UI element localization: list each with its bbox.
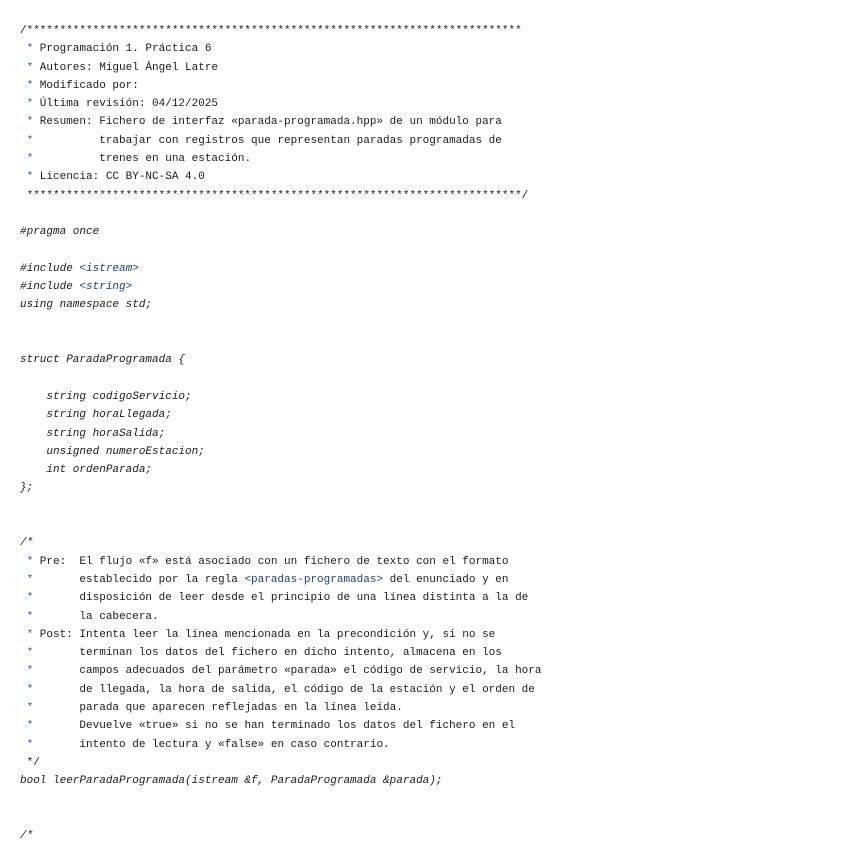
- header-comment-bottom: ***************************************************************************/: [20, 189, 529, 202]
- header-line-text: Modificado por:: [33, 79, 139, 92]
- header-comment-line: * Autores: Miguel Ángel Latre: [20, 61, 219, 74]
- doc-line-text: terminan los datos del fichero en dicho intento, almacena en los: [33, 647, 502, 660]
- doc-line-text: parada que aparecen reflejadas en la línea leída.: [33, 701, 403, 714]
- header-comment-line: * trenes en una estación.: [20, 153, 252, 166]
- header-line-text: Autores: Miguel Ángel Latre: [33, 61, 219, 74]
- header-comment-top: /***************************************************************************: [20, 25, 522, 37]
- blank-line: [20, 370, 840, 388]
- blank-line: [20, 205, 840, 223]
- header-comment-line: * Modificado por:: [20, 79, 139, 92]
- struct-close: };: [20, 482, 34, 495]
- doc-comment-line: * establecido por la regla <paradas-programadas> del enunciado y en: [20, 573, 509, 586]
- struct-field: string horaSalida;: [20, 427, 166, 440]
- include-file: <string>: [79, 281, 133, 294]
- doc-comment-line: * la cabecera.: [20, 610, 159, 623]
- doc-comment-line: * disposición de leer desde el principio de una línea distinta a la de: [20, 592, 529, 605]
- pragma-directive: #pragma once: [20, 226, 100, 239]
- rule-reference: <paradas-programadas>: [244, 573, 384, 586]
- doc-comment-line: * de llegada, la hora de salida, el código de la estación y el orden de: [20, 683, 535, 696]
- using-directive: using namespace std;: [20, 299, 153, 312]
- doc-line-text: Post: Intenta leer la línea mencionada en la precondición y, si no se: [33, 628, 496, 641]
- include-file: <istream>: [79, 262, 139, 275]
- header-line-text: trabajar con registros que representan paradas programadas de: [33, 134, 502, 147]
- doc-line-text: Devuelve «true» si no se han terminado los datos del fichero en el: [33, 720, 516, 733]
- doc-line-text: la cabecera.: [33, 610, 159, 623]
- include-directive: [20, 278, 840, 296]
- doc-line-text: campos adecuados del parámetro «parada» el código de servicio, la hora: [33, 665, 542, 678]
- header-line-text: Programación 1. Práctica 6: [33, 43, 212, 56]
- doc-comment-line: * terminan los datos del fichero en dicho intento, almacena en los: [20, 647, 502, 660]
- header-line-text: trenes en una estación.: [33, 153, 252, 166]
- header-comment-line: * Licencia: CC BY-NC-SA 4.0: [20, 171, 205, 184]
- doc-comment-line: * Devuelve «true» si no se han terminado los datos del fichero en el: [20, 720, 516, 733]
- doc-comment-line: * Post: Intenta leer la línea mencionada en la precondición y, si no se: [20, 628, 496, 641]
- struct-field: string codigoServicio;: [20, 390, 192, 403]
- function-declaration: bool leerParadaProgramada(istream &f, ParadaProgramada &parada);: [20, 775, 443, 788]
- blank-line: [20, 315, 840, 333]
- code-editor[interactable]: [20, 22, 840, 845]
- blank-line: [20, 790, 840, 808]
- doc-line-text: establecido por la regla <paradas-programadas> del enunciado y en: [33, 573, 509, 586]
- header-comment-line: * Última revisión: 04/12/2025: [20, 98, 219, 111]
- doc-comment-open: /*: [20, 537, 34, 550]
- header-line-text: Licencia: CC BY-NC-SA 4.0: [33, 171, 205, 184]
- struct-field: unsigned numeroEstacion;: [20, 445, 205, 458]
- doc-line-text: de llegada, la hora de salida, el código de la estación y el orden de: [33, 683, 535, 696]
- header-comment-line: * Programación 1. Práctica 6: [20, 43, 212, 56]
- doc-comment-close: */: [20, 756, 40, 769]
- doc-comment-line: * intento de lectura y «false» en caso contrario.: [20, 738, 390, 751]
- doc-comment-line: * Pre: El flujo «f» está asociado con un fichero de texto con el formato: [20, 555, 509, 568]
- blank-line: [20, 809, 840, 827]
- blank-line: [20, 498, 840, 516]
- header-comment-line: * Resumen: Fichero de interfaz «parada-programada.hpp» de un módulo para: [20, 116, 502, 129]
- include-keyword: #include: [20, 281, 80, 294]
- struct-field: int ordenParada;: [20, 464, 153, 477]
- include-keyword: #include: [20, 262, 80, 275]
- include-directive: [20, 260, 840, 278]
- struct-declaration: struct ParadaProgramada {: [20, 354, 186, 367]
- header-line-text: Resumen: Fichero de interfaz «parada-programada.hpp» de un módulo para: [33, 116, 502, 129]
- header-comment-line: * trabajar con registros que representan paradas programadas de: [20, 134, 502, 147]
- doc-comment-open: /*: [20, 830, 34, 843]
- doc-comment-line: * parada que aparecen reflejadas en la línea leída.: [20, 701, 403, 714]
- blank-line: [20, 333, 840, 351]
- blank-line: [20, 516, 840, 534]
- doc-line-text: Pre: El flujo «f» está asociado con un fichero de texto con el formato: [33, 555, 509, 568]
- doc-line-text: intento de lectura y «false» en caso contrario.: [33, 738, 390, 751]
- header-line-text: Última revisión: 04/12/2025: [33, 98, 219, 111]
- blank-line: [20, 242, 840, 260]
- doc-comment-line: * campos adecuados del parámetro «parada» el código de servicio, la hora: [20, 665, 542, 678]
- doc-line-text: disposición de leer desde el principio de una línea distinta a la de: [33, 592, 529, 605]
- struct-field: string horaLlegada;: [20, 409, 172, 422]
